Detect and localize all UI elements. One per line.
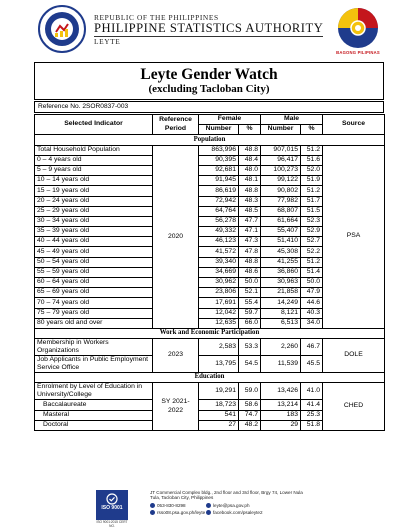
female-percent: 58.6 xyxy=(239,400,261,410)
website-text: rsso08.psa.gov.ph/leyte xyxy=(157,510,206,515)
email-text: leyte@psa.gov.ph xyxy=(213,503,250,508)
section-title: Population xyxy=(35,135,385,145)
female-percent: 47.3 xyxy=(239,237,261,247)
female-number: 12,635 xyxy=(199,318,239,328)
female-number: 34,669 xyxy=(199,267,239,277)
page-header xyxy=(0,0,420,60)
phone-icon xyxy=(150,503,155,508)
indicator-label: 70 – 74 years old xyxy=(35,298,153,308)
col-female: Female xyxy=(199,115,261,125)
female-percent: 50.0 xyxy=(239,278,261,288)
indicator-label: 65 – 69 years old xyxy=(35,288,153,298)
female-number: 13,795 xyxy=(199,356,239,373)
reference-period-cell: SY 2021-2022 xyxy=(153,383,199,431)
indicator-label: 30 – 34 years old xyxy=(35,216,153,226)
col-female-number: Number xyxy=(199,125,239,135)
page-subtitle: (excluding Tacloban City) xyxy=(148,83,270,95)
bagong-pilipinas-logo-icon xyxy=(336,6,380,50)
source-cell: PSA xyxy=(323,145,385,328)
indicator-label: 50 – 54 years old xyxy=(35,257,153,267)
female-number: 2,583 xyxy=(199,339,239,356)
indicator-label: 5 – 9 years old xyxy=(35,165,153,175)
province-label: LEYTE xyxy=(94,37,121,46)
table-header-row xyxy=(35,115,385,125)
indicator-label: 80 years old and over xyxy=(35,318,153,328)
indicator-label: Baccalaureate xyxy=(35,400,153,410)
female-percent: 48.3 xyxy=(239,196,261,206)
female-number: 17,691 xyxy=(199,298,239,308)
female-percent: 74.7 xyxy=(239,410,261,420)
indicator-label: Total Household Population xyxy=(35,145,153,155)
facebook-text: facebook.com/psaleyte2 xyxy=(213,510,263,515)
male-number: 100,273 xyxy=(261,165,301,175)
section-heading-education xyxy=(35,373,385,383)
female-number: 30,962 xyxy=(199,278,239,288)
republic-label: REPUBLIC OF THE PHILIPPINES xyxy=(94,13,219,22)
male-number: 183 xyxy=(261,410,301,420)
female-number: 46,123 xyxy=(199,237,239,247)
footer-website[interactable] xyxy=(150,510,205,515)
male-number: 90,802 xyxy=(261,186,301,196)
col-indicator: Selected Indicator xyxy=(35,115,153,135)
reference-number: Reference No. 2SOR0837-003 xyxy=(34,101,384,113)
indicator-label: 0 – 4 years old xyxy=(35,155,153,165)
indicator-label: 45 – 49 years old xyxy=(35,247,153,257)
female-number: 18,723 xyxy=(199,400,239,410)
male-number: 77,982 xyxy=(261,196,301,206)
agency-heading xyxy=(94,14,323,45)
male-percent: 52.2 xyxy=(301,247,323,257)
female-number: 91,945 xyxy=(199,176,239,186)
female-percent: 53.3 xyxy=(239,339,261,356)
female-number: 90,395 xyxy=(199,155,239,165)
female-number: 56,278 xyxy=(199,216,239,226)
page-footer xyxy=(0,484,420,530)
female-number: 863,996 xyxy=(199,145,239,155)
female-percent: 47.8 xyxy=(239,247,261,257)
male-percent: 25.3 xyxy=(301,410,323,420)
col-reference-period: Reference Period xyxy=(153,115,199,135)
female-percent: 48.1 xyxy=(239,176,261,186)
male-number: 68,807 xyxy=(261,206,301,216)
male-number: 11,539 xyxy=(261,356,301,373)
male-percent: 44.6 xyxy=(301,298,323,308)
male-number: 6,513 xyxy=(261,318,301,328)
indicator-label: 25 – 29 years old xyxy=(35,206,153,216)
indicator-label: 20 – 24 years old xyxy=(35,196,153,206)
female-percent: 54.5 xyxy=(239,356,261,373)
male-percent: 51.4 xyxy=(301,267,323,277)
section-title: Work and Economic Participation xyxy=(35,328,385,338)
col-female-percent: % xyxy=(239,125,261,135)
iso-badge-label: ISO 9001 xyxy=(101,505,123,511)
female-number: 12,042 xyxy=(199,308,239,318)
section-heading-population xyxy=(35,135,385,145)
female-percent: 55.4 xyxy=(239,298,261,308)
male-percent: 52.7 xyxy=(301,237,323,247)
male-percent: 51.7 xyxy=(301,196,323,206)
female-number: 49,332 xyxy=(199,227,239,237)
footer-address: JT Commercial Complex bldg., 2nd floor and 3rd floor, Brgy 74, Lower Nula Tula, Tacloban City, Philippines xyxy=(150,490,303,501)
male-percent: 47.9 xyxy=(301,288,323,298)
gender-stats-table xyxy=(34,114,385,431)
female-number: 64,764 xyxy=(199,206,239,216)
female-number: 39,340 xyxy=(199,257,239,267)
female-number: 72,942 xyxy=(199,196,239,206)
male-percent: 40.3 xyxy=(301,308,323,318)
indicator-label: Doctoral xyxy=(35,420,153,430)
phone-text: 053-830-8298 xyxy=(157,503,186,508)
male-number: 36,860 xyxy=(261,267,301,277)
title-box xyxy=(34,62,384,100)
male-number: 13,214 xyxy=(261,400,301,410)
male-percent: 51.2 xyxy=(301,145,323,155)
facebook-icon xyxy=(206,510,211,515)
female-percent: 48.6 xyxy=(239,267,261,277)
female-number: 41,572 xyxy=(199,247,239,257)
male-number: 8,121 xyxy=(261,308,301,318)
male-number: 99,122 xyxy=(261,176,301,186)
male-number: 96,417 xyxy=(261,155,301,165)
male-percent: 41.4 xyxy=(301,400,323,410)
male-number: 30,963 xyxy=(261,278,301,288)
indicator-label: 35 – 39 years old xyxy=(35,227,153,237)
male-percent: 41.0 xyxy=(301,383,323,400)
table-row xyxy=(35,339,385,356)
indicator-label: 60 – 64 years old xyxy=(35,278,153,288)
male-percent: 51.5 xyxy=(301,206,323,216)
female-number: 27 xyxy=(199,420,239,430)
male-percent: 52.0 xyxy=(301,165,323,175)
female-percent: 47.1 xyxy=(239,227,261,237)
male-percent: 51.8 xyxy=(301,420,323,430)
male-number: 61,664 xyxy=(261,216,301,226)
male-number: 14,249 xyxy=(261,298,301,308)
indicator-label: 15 – 19 years old xyxy=(35,186,153,196)
male-percent: 45.5 xyxy=(301,356,323,373)
indicator-label: 10 – 14 years old xyxy=(35,176,153,186)
male-percent: 51.2 xyxy=(301,186,323,196)
source-cell: DOLE xyxy=(323,339,385,373)
col-male-number: Number xyxy=(261,125,301,135)
female-number: 86,619 xyxy=(199,186,239,196)
male-percent: 51.6 xyxy=(301,155,323,165)
table-row xyxy=(35,383,385,400)
female-percent: 48.8 xyxy=(239,145,261,155)
indicator-label: Enrolment by Level of Education in University/College xyxy=(35,383,153,400)
col-source: Source xyxy=(323,115,385,135)
male-percent: 51.2 xyxy=(301,257,323,267)
female-number: 541 xyxy=(199,410,239,420)
agency-name: PHILIPPINE STATISTICS AUTHORITY xyxy=(94,21,324,36)
female-percent: 48.5 xyxy=(239,206,261,216)
male-number: 907,015 xyxy=(261,145,301,155)
table-row xyxy=(35,145,385,155)
male-percent: 51.9 xyxy=(301,176,323,186)
section-heading-work xyxy=(35,328,385,338)
male-number: 13,426 xyxy=(261,383,301,400)
female-percent: 52.1 xyxy=(239,288,261,298)
male-number: 29 xyxy=(261,420,301,430)
male-number: 21,858 xyxy=(261,288,301,298)
footer-facebook[interactable] xyxy=(206,510,263,515)
footer-email[interactable] xyxy=(206,503,250,508)
footer-phone xyxy=(150,503,186,508)
female-percent: 48.2 xyxy=(239,420,261,430)
male-percent: 46.7 xyxy=(301,339,323,356)
male-number: 45,308 xyxy=(261,247,301,257)
email-icon xyxy=(206,503,211,508)
col-male-percent: % xyxy=(301,125,323,135)
male-percent: 34.0 xyxy=(301,318,323,328)
indicator-label: Job Applicants in Public Employment Service Office xyxy=(35,356,153,373)
female-percent: 48.4 xyxy=(239,155,261,165)
female-percent: 47.7 xyxy=(239,216,261,226)
female-number: 92,681 xyxy=(199,165,239,175)
col-male: Male xyxy=(261,115,323,125)
male-number: 51,410 xyxy=(261,237,301,247)
male-percent: 50.0 xyxy=(301,278,323,288)
section-title: Education xyxy=(35,373,385,383)
psa-seal-icon xyxy=(38,5,86,53)
globe-icon xyxy=(150,510,155,515)
source-cell: CHED xyxy=(323,383,385,431)
female-percent: 48.0 xyxy=(239,165,261,175)
male-percent: 52.3 xyxy=(301,216,323,226)
female-percent: 66.0 xyxy=(239,318,261,328)
male-number: 55,407 xyxy=(261,227,301,237)
indicator-label: 40 – 44 years old xyxy=(35,237,153,247)
iso-sub-label: ISO 9001:2015 CERT NO. xyxy=(96,520,128,528)
page-title: Leyte Gender Watch xyxy=(140,66,278,83)
female-percent: 59.7 xyxy=(239,308,261,318)
male-number: 41,255 xyxy=(261,257,301,267)
indicator-label: 75 – 79 years old xyxy=(35,308,153,318)
indicator-label: 55 – 59 years old xyxy=(35,267,153,277)
indicator-label: Masteral xyxy=(35,410,153,420)
female-percent: 48.8 xyxy=(239,186,261,196)
certification-icon xyxy=(105,493,119,505)
female-percent: 48.8 xyxy=(239,257,261,267)
reference-period-cell: 2020 xyxy=(153,145,199,328)
indicator-label: Membership in Workers Organizations xyxy=(35,339,153,356)
female-number: 19,291 xyxy=(199,383,239,400)
male-percent: 52.9 xyxy=(301,227,323,237)
bagong-pilipinas-label: BAGONG PILIPINAS xyxy=(336,50,380,55)
male-number: 2,260 xyxy=(261,339,301,356)
iso-badge xyxy=(96,490,128,520)
female-percent: 59.0 xyxy=(239,383,261,400)
female-number: 23,806 xyxy=(199,288,239,298)
reference-period-cell: 2023 xyxy=(153,339,199,373)
